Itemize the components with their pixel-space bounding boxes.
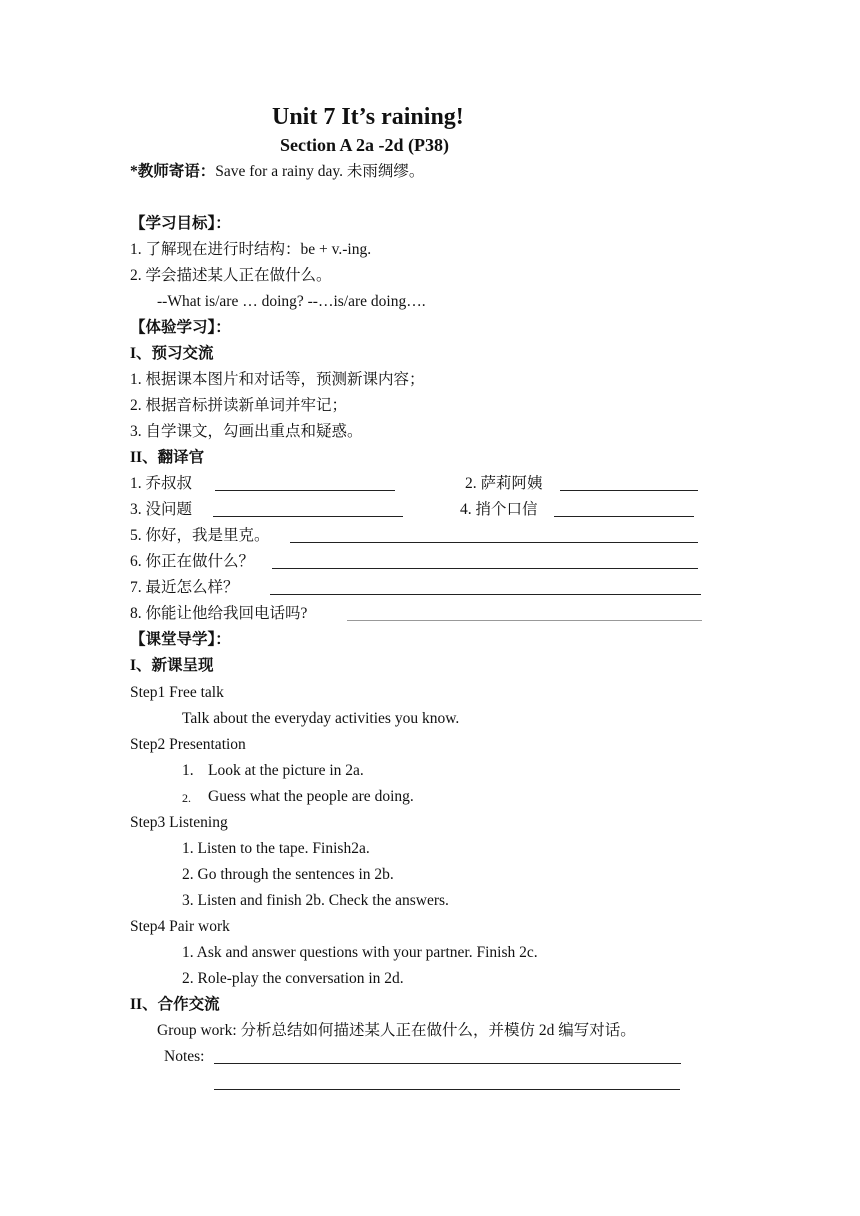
translate-item [130,552,254,572]
notes-label: Notes: [164,1048,205,1065]
translate-prompt: 4. 捎个口信 [460,501,538,518]
translate-item [130,500,192,520]
answer-blank[interactable] [272,554,698,569]
translate-prompt: 6. 你正在做什么？ [130,553,255,570]
answer-blank[interactable] [213,502,403,517]
translate-item [130,604,307,624]
page-title: Unit 7 It’s raining! [272,104,464,130]
step2-item: Look at the picture in 2a. [208,762,364,779]
notes-line[interactable] [214,1075,680,1090]
translate-prompt: 2. 萨莉阿姨 [465,475,543,492]
translate-item [130,578,239,598]
step4-item: 2. Role-play the conversation in 2d. [182,970,404,987]
preview-item: 2. 根据音标拼读新单词并牢记； [130,397,348,414]
translate-item [460,500,538,520]
preview-item: 1. 根据课本图片和对话等，预测新课内容； [130,371,425,388]
translate-item [465,474,543,494]
translate-item [130,526,270,546]
goals-heading: 【学习目标】： [130,215,231,232]
step3-item: 3. Listen and finish 2b. Check the answers. [182,892,449,909]
page-subtitle: Section A 2a -2d (P38) [280,135,449,155]
answer-blank[interactable] [347,606,702,621]
answer-blank[interactable] [560,476,698,491]
step4-title: Step4 Pair work [130,918,230,935]
notes-line[interactable] [214,1049,681,1064]
experience-heading: 【体验学习】： [130,319,231,336]
step1-text: Talk about the everyday activities you know. [182,710,460,727]
goal-example: --What is/are … doing? --…is/are doing…. [157,293,426,310]
teacher-note-label: *教师寄语： [130,163,216,180]
translate-heading: II、翻译官 [130,449,205,466]
step3-item: 1. Listen to the tape. Finish2a. [182,840,370,857]
step2-item: Guess what the people are doing. [208,788,414,805]
translate-prompt: 3. 没问题 [130,501,193,518]
teacher-note-text: Save for a rainy day. 未雨绸缪。 [215,163,425,180]
group-work-text: Group work: 分析总结如何描述某人正在做什么，并模仿 2d 编写对话。 [157,1022,636,1039]
cooperation-heading: II、合作交流 [130,996,220,1013]
step4-item: 1. Ask and answer questions with your partner. Finish 2c. [182,944,538,961]
new-lesson-heading: I、新课呈现 [130,657,214,674]
translate-prompt: 5. 你好，我是里克。 [130,527,270,544]
step3-title: Step3 Listening [130,814,228,831]
step1-title: Step1 Free talk [130,684,224,701]
answer-blank[interactable] [554,502,694,517]
translate-prompt: 1. 乔叔叔 [130,475,193,492]
goal-item: 1. 了解现在进行时结构：be + v.-ing. [130,241,372,258]
step2-number: 2. [182,791,191,805]
answer-blank[interactable] [215,476,395,491]
step2-title: Step2 Presentation [130,736,246,753]
preview-item: 3. 自学课文，勾画出重点和疑惑。 [130,423,363,440]
answer-blank[interactable] [270,580,701,595]
answer-blank[interactable] [290,528,698,543]
translate-prompt: 8. 你能让他给我回电话吗? [130,605,308,622]
classroom-heading: 【课堂导学】： [130,631,231,648]
teacher-note [130,162,424,182]
step2-number: 1. [182,762,194,779]
translate-prompt: 7. 最近怎么样？ [130,579,239,596]
translate-item [130,474,192,494]
preview-heading: I、预习交流 [130,345,214,362]
step3-item: 2. Go through the sentences in 2b. [182,866,394,883]
goal-item: 2. 学会描述某人正在做什么。 [130,267,332,284]
